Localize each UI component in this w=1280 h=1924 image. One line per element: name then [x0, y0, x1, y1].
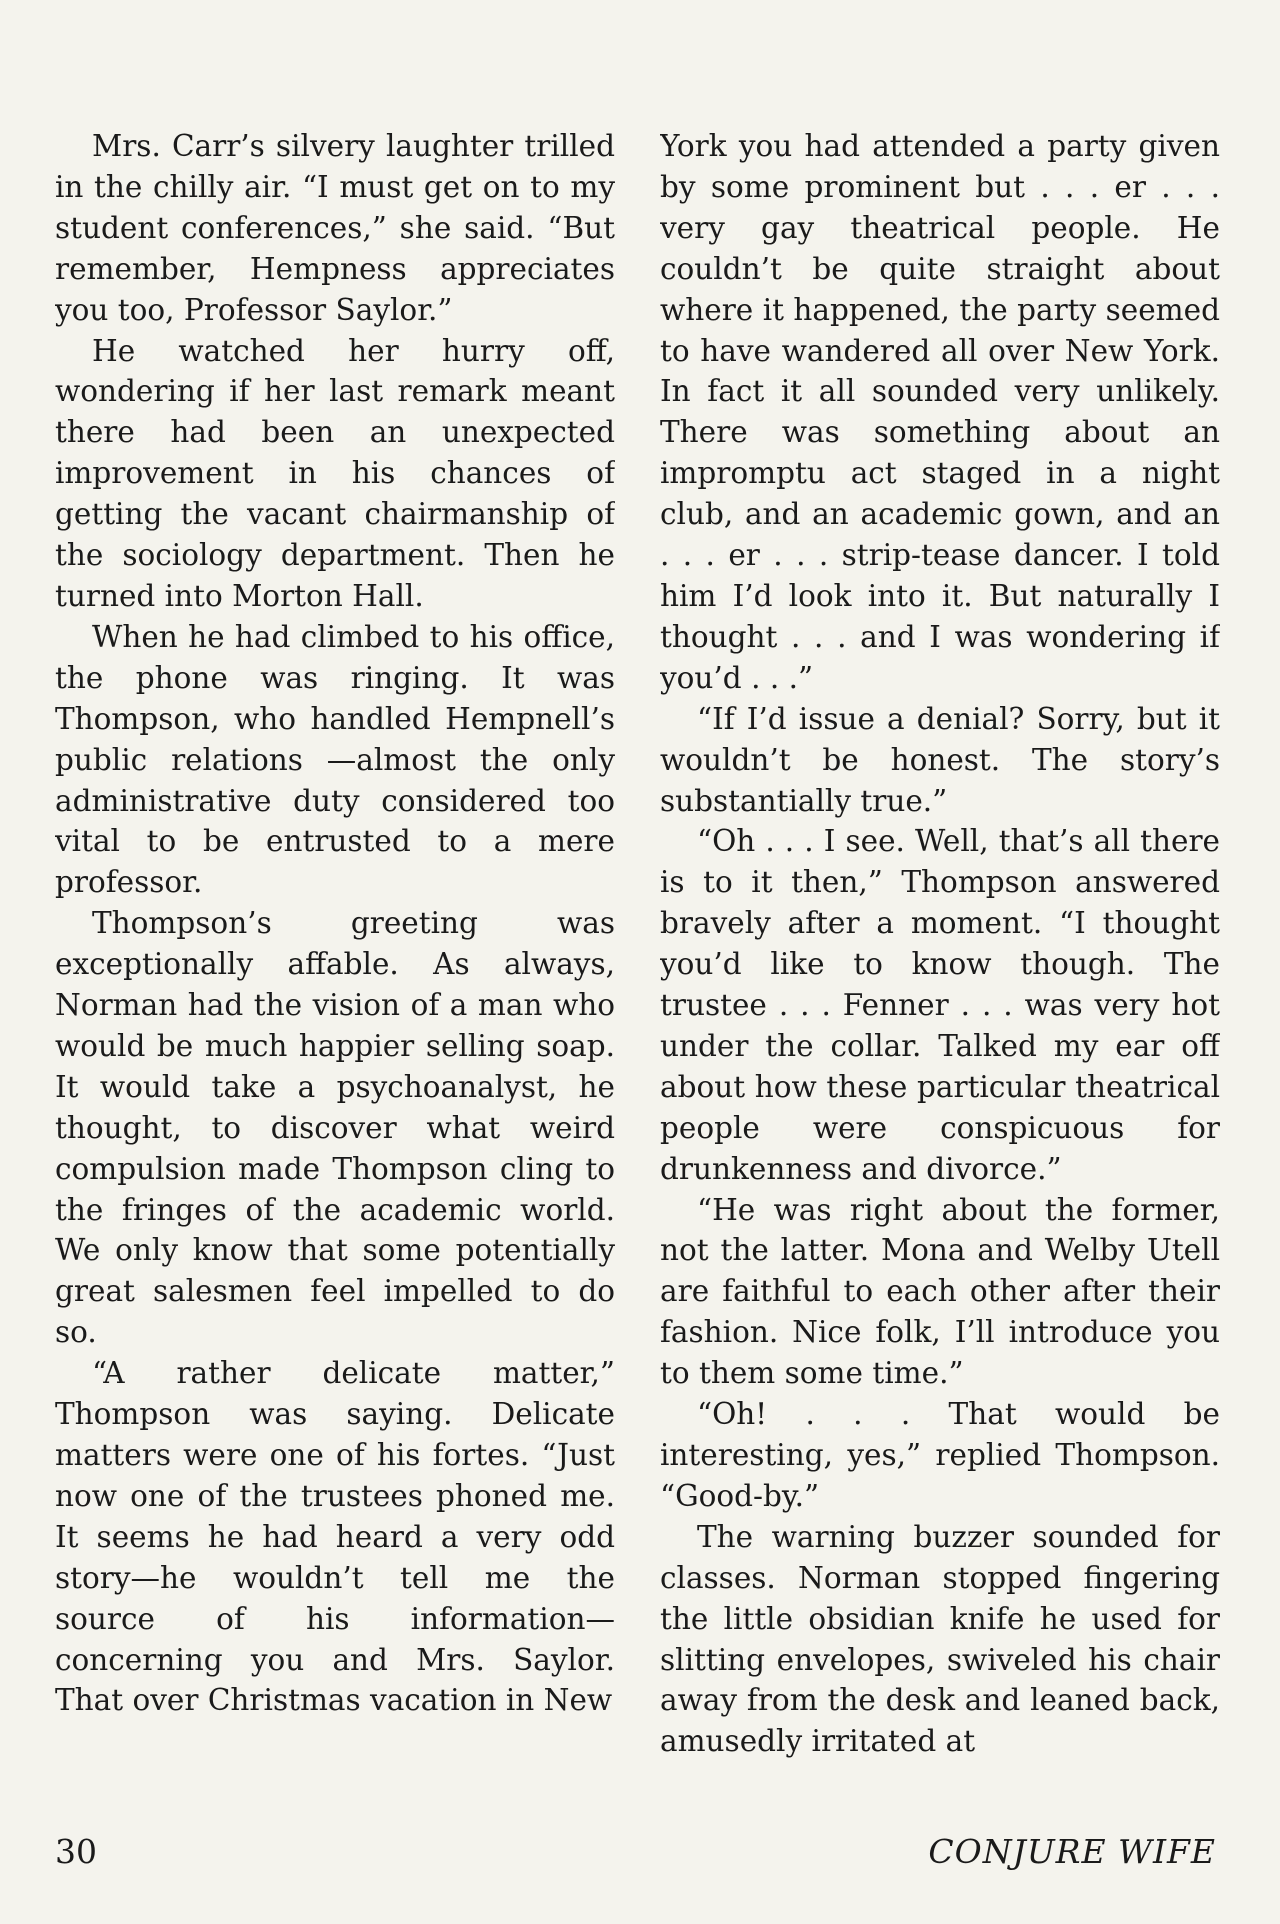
paragraph: When he had climbed to his office, the phone was ringing. It was Thompson, who handled Hempnell’s public relations —almost the only administrative duty considered too vital to be entrusted to a mere professor. [55, 619, 615, 900]
paragraph: Mrs. Carr’s silvery laughter trilled in the chilly air. “I must get on to my student conferences,” she said. “But remember, Hempness appreciates you too, Professor Saylor.” [55, 129, 615, 327]
paragraph: “Oh! . . . That would be interesting, yes,” replied Thompson. “Good-by.” [660, 1397, 1220, 1513]
paragraph: “He was right about the former, not the latter. Mona and Welby Utell are faithful to each other after their fashion. Nice folk, I’ll introduce you to them some time.” [660, 1192, 1220, 1391]
paragraph: “Oh . . . I see. Well, that’s all there is to it then,” Thompson answered bravely after a moment. “I thought you’d like to know though. The trustee . . . Fenner . . . was very hot under the collar. Talked my ear off about how these particular theatrical people were conspicuous for drunkenness and divorce.” [660, 824, 1220, 1186]
paragraph-continued: York you had attended a party given by some prominent but . . . er . . . very gay theatrical people. He couldn’t be quite straight about where it happened, the party seemed to have wandered all over New York. In fact it all sounded very unlikely. There was something about an impromptu act staged in a night club, and an academic gown, and an . . . er . . . strip-tease dancer. I told him I’d look into it. But naturally I thought . . . and I was wondering if you’d . . .” [660, 129, 1220, 695]
paragraph: The warning buzzer sounded for classes. Norman stopped fingering the little obsidian knife he used for slitting envelopes, swiveled his chair away from the desk and leaned back, amusedly irritated at [660, 1519, 1220, 1759]
left-text-column [55, 126, 615, 1796]
paragraph: “A rather delicate matter,” Thompson was saying. Delicate matters were one of his fortes. “Just now one of the trustees phoned me. It seems he had heard a very odd story—he wouldn’t tell me the source of his information—concerning you and Mrs. Saylor. That over Christmas vacation in New [55, 1356, 615, 1718]
right-text-column [660, 126, 1220, 1796]
page-number: 30 [55, 1832, 97, 1871]
paragraph: Thompson’s greeting was exceptionally affable. As always, Norman had the vision of a man who would be much happier selling soap. It would take a psychoanalyst, he thought, to discover what weird compulsion made Thompson cling to the fringes of the academic world. We only know that some potentially great salesmen feel impelled to do so. [55, 906, 615, 1350]
paragraph: “If I’d issue a denial? Sorry, but it wouldn’t be honest. The story’s substantially true.” [660, 701, 1220, 818]
paragraph: He watched her hurry off, wondering if her last remark meant there had been an unexpected improvement in his chances of getting the vacant chairmanship of the sociology department. Then he turned into Morton Hall. [55, 333, 615, 613]
running-title: CONJURE WIFE [928, 1832, 1216, 1871]
